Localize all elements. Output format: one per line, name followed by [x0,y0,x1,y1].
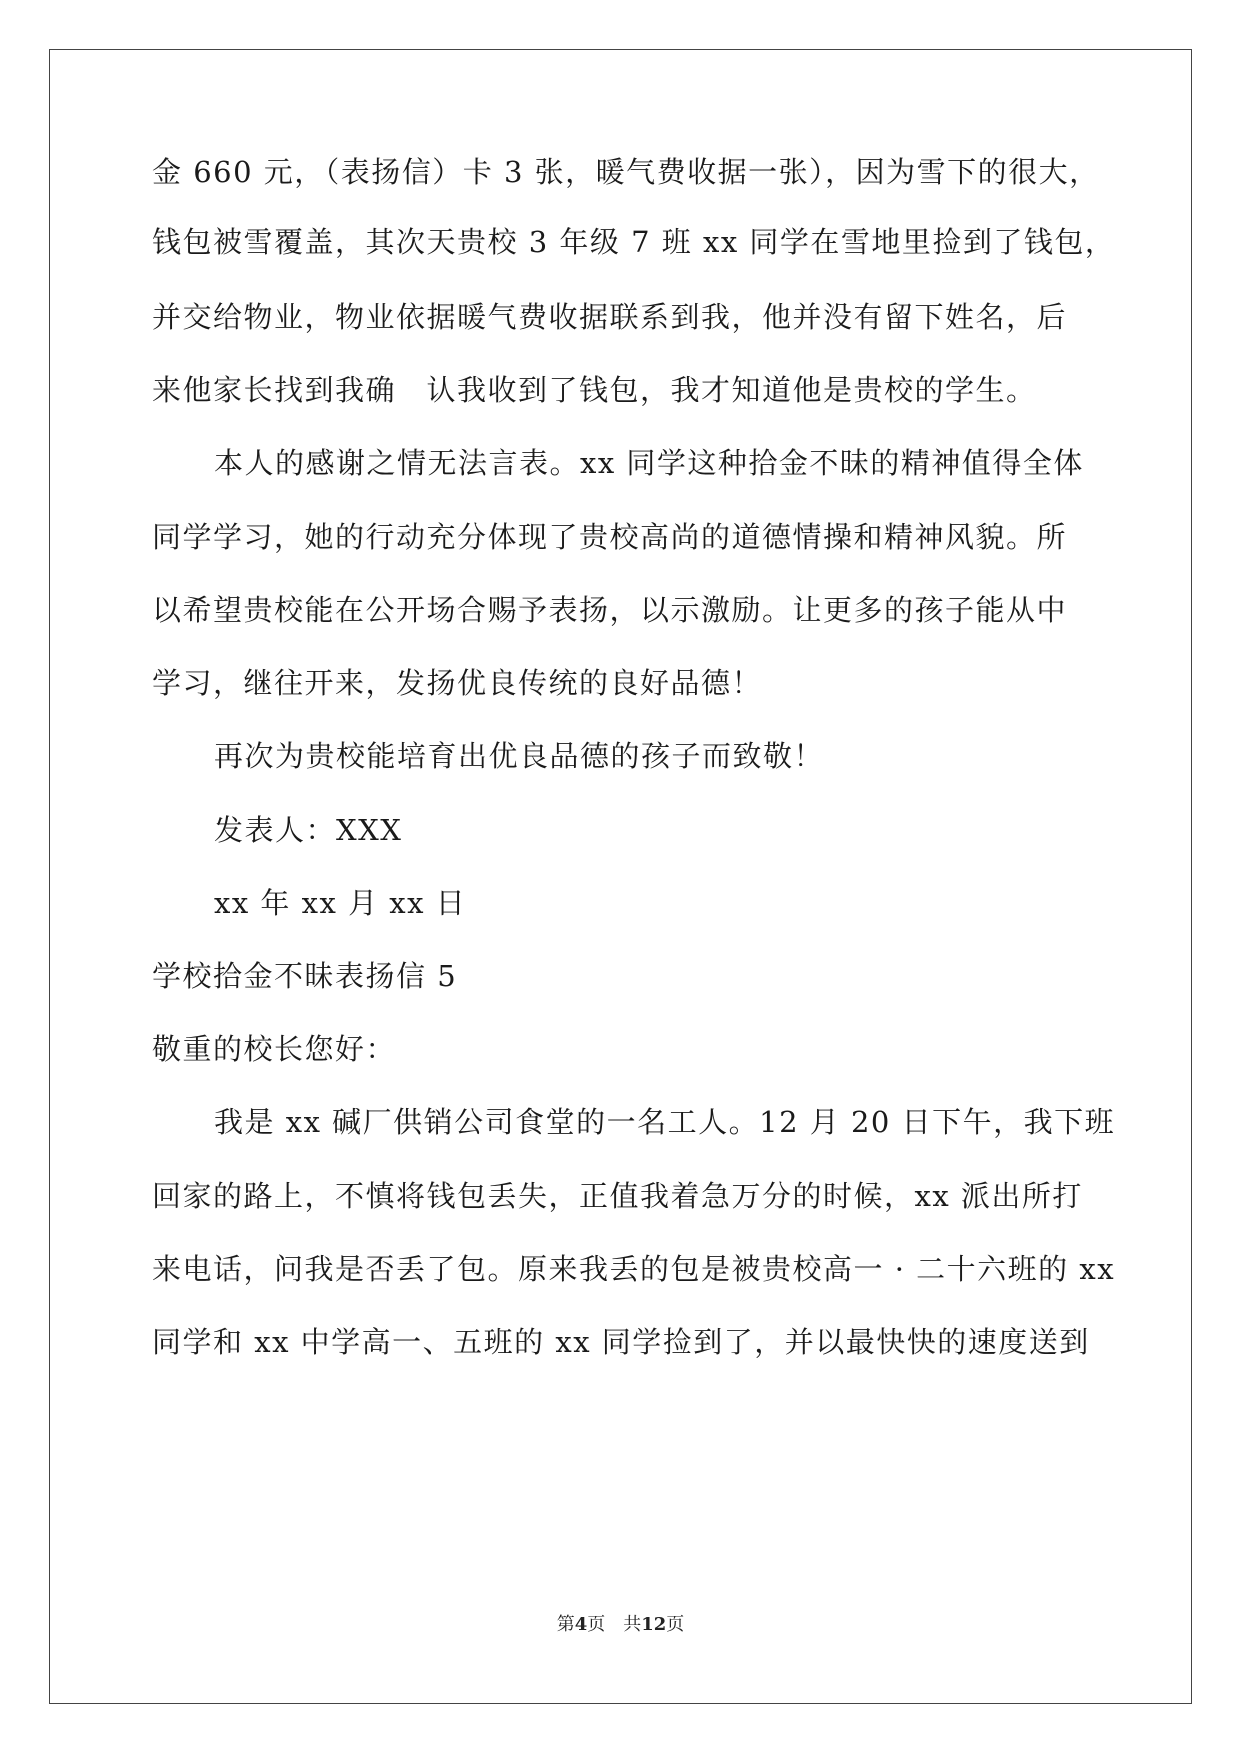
body-line-9: 再次为贵校能培育出优良品德的孩子而致敬！ [214,739,825,773]
body-line-4: 来他家长找到我确 认我收到了钱包，我才知道他是贵校的学生。 [152,373,1037,407]
section-title: 学校拾金不昧表扬信 5 [152,959,458,993]
body-line-14: 我是 xx 碱厂供销公司食堂的一名工人。12 月 20 日下午，我下班 [214,1105,1116,1139]
footer-mid: 页 共 [587,1614,642,1635]
body-line-5: 本人的感谢之情无法言表。xx 同学这种拾金不昧的精神值得全体 [214,446,1084,480]
page-footer [0,1610,1241,1636]
body-line-17: 同学和 xx 中学高一、五班的 xx 同学捡到了，并以最快快的速度送到 [152,1325,1090,1359]
footer-suffix: 页 [666,1614,685,1635]
body-line-1: 金 660 元，（表扬信）卡 3 张，暖气费收据一张），因为雪下的很大， [152,155,1100,189]
signature-line: 发表人：XXX [214,813,403,847]
footer-prefix: 第 [556,1614,575,1635]
body-line-8: 学习，继往开来，发扬优良传统的良好品德！ [152,666,763,700]
body-line-3: 并交给物业，物业依据暖气费收据联系到我，他并没有留下姓名，后 [152,300,1068,334]
body-line-15: 回家的路上，不慎将钱包丢失，正值我着急万分的时候，xx 派出所打 [152,1179,1083,1213]
body-line-7: 以希望贵校能在公开场合赐予表扬，以示激励。让更多的孩子能从中 [152,593,1068,627]
body-line-6: 同学学习，她的行动充分体现了贵校高尚的道德情操和精神风貌。所 [152,520,1068,554]
footer-current-page: 4 [574,1614,588,1635]
body-line-2: 钱包被雪覆盖，其次天贵校 3 年级 7 班 xx 同学在雪地里捡到了钱包， [152,225,1116,259]
date-line: xx 年 xx 月 xx 日 [214,886,467,920]
footer-total-pages: 12 [641,1614,667,1635]
salutation: 敬重的校长您好： [152,1032,397,1066]
body-line-16: 来电话，问我是否丢了包。原来我丢的包是被贵校高一 · 二十六班的 xx [152,1252,1116,1286]
